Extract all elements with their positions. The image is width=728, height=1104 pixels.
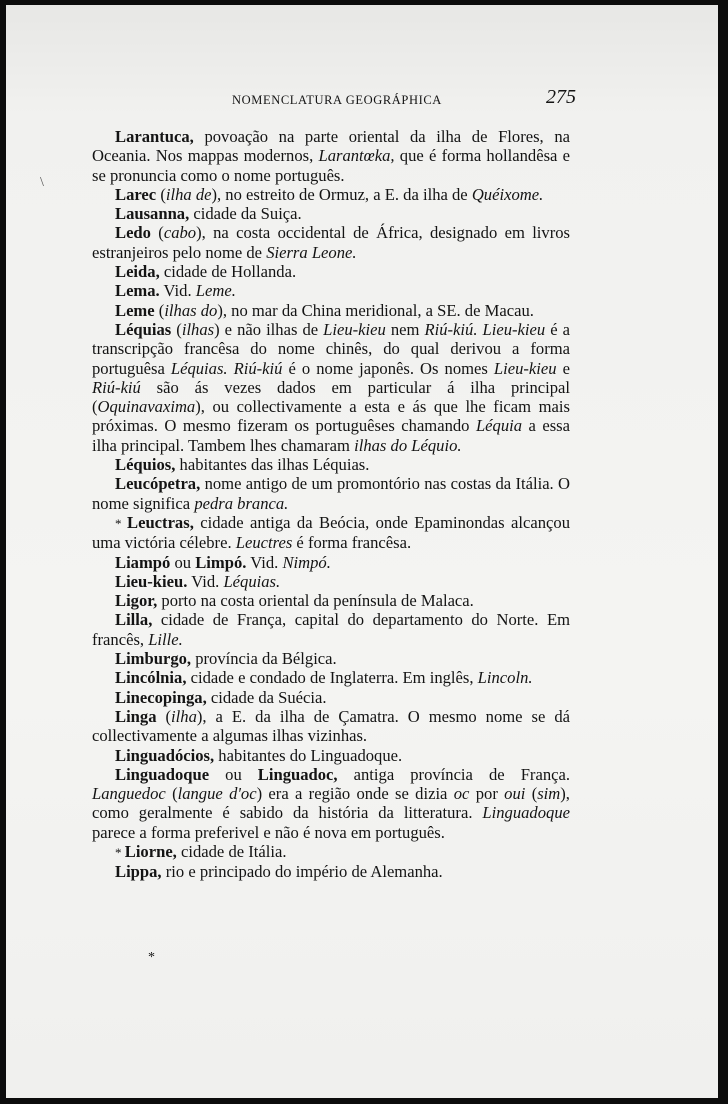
italic-text: oui — [504, 784, 526, 804]
entry-text: ), no mar da China meridional, a SE. de Macau. — [217, 300, 534, 320]
entry-text: parece a forma preferivel e não é nova em português. — [92, 822, 445, 842]
entry-text: por — [469, 784, 505, 804]
headword: Limburgo, — [115, 649, 192, 669]
entry-text: habitantes das ilhas Léquias. — [175, 455, 370, 475]
entry-paragraph — [92, 610, 570, 649]
entry-text: rio e principado do império de Alemanha. — [161, 862, 443, 882]
italic-text: Linguadoque — [482, 803, 570, 823]
scan-border-bottom — [0, 1098, 728, 1104]
headword: Ledo — [115, 223, 151, 243]
entry-paragraph — [92, 668, 570, 687]
entry-text: a essa ilha principal. Tambem lhes chamaram — [92, 416, 570, 455]
entry-paragraph — [92, 455, 570, 474]
italic-text: oc — [453, 784, 470, 804]
headword: Linguadócios, — [115, 745, 215, 765]
entry-text: cidade antiga da Beócia, onde Epaminondas alcançou uma victória célebre. — [92, 512, 570, 553]
italic-text: Sierra Leone. — [266, 242, 357, 262]
entry-text: cidade e condado de Inglaterra. Em inglês, — [186, 668, 478, 688]
entry-text: Vid. — [159, 281, 196, 301]
entry-text: ( — [156, 184, 166, 204]
headword: Liorne, — [124, 841, 177, 861]
entry-paragraph — [92, 320, 570, 455]
headword: Lema. — [115, 281, 160, 301]
headword: Lausanna, — [115, 204, 190, 224]
italic-text: Riú-kiú. Lieu-kieu — [424, 319, 546, 339]
entry-paragraph — [92, 553, 570, 572]
headword: Leme — [115, 300, 155, 320]
entry-text: cidade de Itália. — [176, 841, 287, 861]
headword: Linga — [115, 706, 157, 726]
entry-text: ), ou collectivamente a esta e ás que lhe ficam mais próximas. O mesmo fizeram os portuguêses chamando — [92, 397, 570, 436]
entry-text: porto na costa oriental da península de Malaca. — [157, 591, 474, 611]
italic-text: Lieu-kieu — [323, 319, 386, 339]
entry-text: ), como geralmente é sabido da história da litteratura. — [92, 784, 570, 823]
headword: Léquios, — [115, 455, 176, 475]
entry-paragraph — [92, 513, 570, 553]
headword: Lilla, — [115, 610, 153, 630]
entry-text: ) e não ilhas de — [214, 319, 324, 339]
italic-text: ilha — [171, 706, 197, 726]
page-number: 275 — [546, 86, 576, 108]
entry-text: ( — [525, 784, 538, 804]
headword: Limpó. — [195, 552, 247, 572]
entry-text: é forma francêsa. — [292, 533, 412, 553]
italic-text: Oquinavaxima — [97, 397, 196, 417]
entry-paragraph — [92, 281, 570, 300]
end-mark: * — [148, 950, 155, 965]
headword: Leucópetra, — [115, 474, 201, 494]
entry-text: ), na costa occidental de África, designado em livros estranjeiros pelo nome de — [92, 223, 570, 262]
headword: Lieu-kieu. — [115, 571, 188, 591]
entry-paragraph — [92, 862, 570, 881]
italic-text: Larantœka, — [318, 146, 395, 166]
entry-paragraph — [92, 707, 570, 746]
scan-border-right — [718, 0, 728, 1104]
entry-paragraph — [92, 591, 570, 610]
entry-paragraph — [92, 262, 570, 281]
entry-text: cidade da Suiça. — [189, 204, 302, 224]
headword: Liampó — [115, 552, 171, 572]
entry-paragraph — [92, 204, 570, 223]
entry-text: cidade de Hollanda. — [159, 262, 297, 282]
entry-text: e — [556, 358, 570, 378]
entry-text: nome antigo de um promontório nas costas da Itália. O nome significa — [92, 474, 570, 513]
italic-text: Quéixome. — [471, 184, 544, 204]
headword: Ligor, — [115, 591, 158, 611]
entry-paragraph — [92, 185, 570, 204]
italic-text: Leme. — [195, 281, 236, 301]
running-title: NOMENCLATURA GEOGRÁPHICA — [232, 93, 442, 107]
entry-text: habitantes do Linguadoque. — [214, 745, 403, 765]
asterisk-mark: * — [115, 844, 125, 860]
italic-text: Riú-kiú — [92, 377, 141, 397]
italic-text: pedra branca. — [194, 493, 289, 513]
entry-text: antiga província de França. — [337, 764, 570, 784]
entry-text: Vid. — [246, 552, 283, 572]
entry-text: cidade da Suécia. — [206, 687, 327, 707]
entry-text: ) era a região onde se dizia — [256, 784, 454, 804]
entry-paragraph — [92, 765, 570, 842]
headword: Léquias — [115, 319, 172, 339]
headword: Leida, — [115, 262, 160, 282]
headword: Larantuca, — [115, 127, 194, 146]
headword: Linecopinga, — [115, 687, 207, 707]
italic-text: cabo — [163, 223, 197, 243]
entry-paragraph — [92, 223, 570, 262]
entry-text: ou — [170, 552, 196, 572]
headword: Lippa, — [115, 862, 162, 882]
gazetteer-entries — [92, 127, 570, 882]
entry-text: província da Bélgica. — [191, 649, 337, 669]
italic-text: Léquias. — [223, 571, 281, 591]
entry-text: ), no estreito de Ormuz, a E. da ilha de — [211, 184, 472, 204]
entry-paragraph — [92, 572, 570, 591]
headword: Leuctras, — [127, 512, 194, 532]
entry-text: ( — [171, 319, 182, 339]
italic-text: Lincoln. — [477, 668, 533, 688]
headword: Linguadoque — [115, 764, 210, 784]
italic-text: Languedoc — [92, 784, 166, 804]
entry-paragraph — [92, 842, 570, 862]
margin-mark: \ — [40, 175, 44, 190]
italic-text: Lieu-kieu — [493, 358, 557, 378]
entry-paragraph — [92, 649, 570, 668]
italic-text: Léquia — [475, 416, 523, 436]
italic-text: Nimpó. — [282, 552, 331, 572]
italic-text: Lille. — [148, 629, 183, 649]
italic-text: Léquias. Riú-kiú — [170, 358, 283, 378]
entry-paragraph — [92, 474, 570, 513]
entry-text: nem — [385, 319, 425, 339]
italic-text: sim — [537, 784, 561, 804]
italic-text: langue d'oc — [177, 784, 257, 804]
italic-text: ilhas do — [164, 300, 218, 320]
italic-text: ilha de — [165, 184, 212, 204]
entry-text: povoação na parte oriental da ilha de Flores, na Oceania. Nos mappas modernos, — [92, 127, 570, 166]
entry-paragraph — [92, 746, 570, 765]
entry-text: ( — [165, 784, 178, 804]
entry-text: Vid. — [187, 571, 224, 591]
asterisk-mark: * — [115, 515, 128, 531]
entry-text: são ás vezes dados em particular á ilha principal ( — [92, 377, 570, 417]
entry-paragraph — [92, 127, 570, 185]
entry-text: cidade de França, capital do departamento do Norte. Em francês, — [92, 610, 570, 649]
entry-text: que é forma hollandêsa e se pronuncia como o nome português. — [92, 146, 570, 185]
headword: Linguadoc, — [257, 764, 338, 784]
entry-text: ou — [209, 764, 258, 784]
entry-paragraph — [92, 688, 570, 707]
entry-text: é o nome japonês. Os nomes — [282, 358, 494, 378]
headword: Larec — [115, 184, 157, 204]
entry-paragraph — [92, 301, 570, 320]
entry-text: ), a E. da ilha de Çamatra. O mesmo nome se dá collectivamente a algumas ilhas vizinhas. — [92, 706, 570, 746]
entry-text: ( — [156, 706, 172, 726]
italic-text: ilhas do Léquio. — [354, 435, 462, 455]
italic-text: ilhas — [181, 319, 215, 339]
entry-text: ( — [150, 223, 164, 243]
entry-text: ( — [154, 300, 165, 320]
entry-text: é a transcripção francêsa do nome chinês, do qual derivou a forma portuguêsa — [92, 319, 570, 378]
italic-text: Leuctres — [235, 533, 293, 553]
headword: Lincólnia, — [115, 668, 187, 688]
